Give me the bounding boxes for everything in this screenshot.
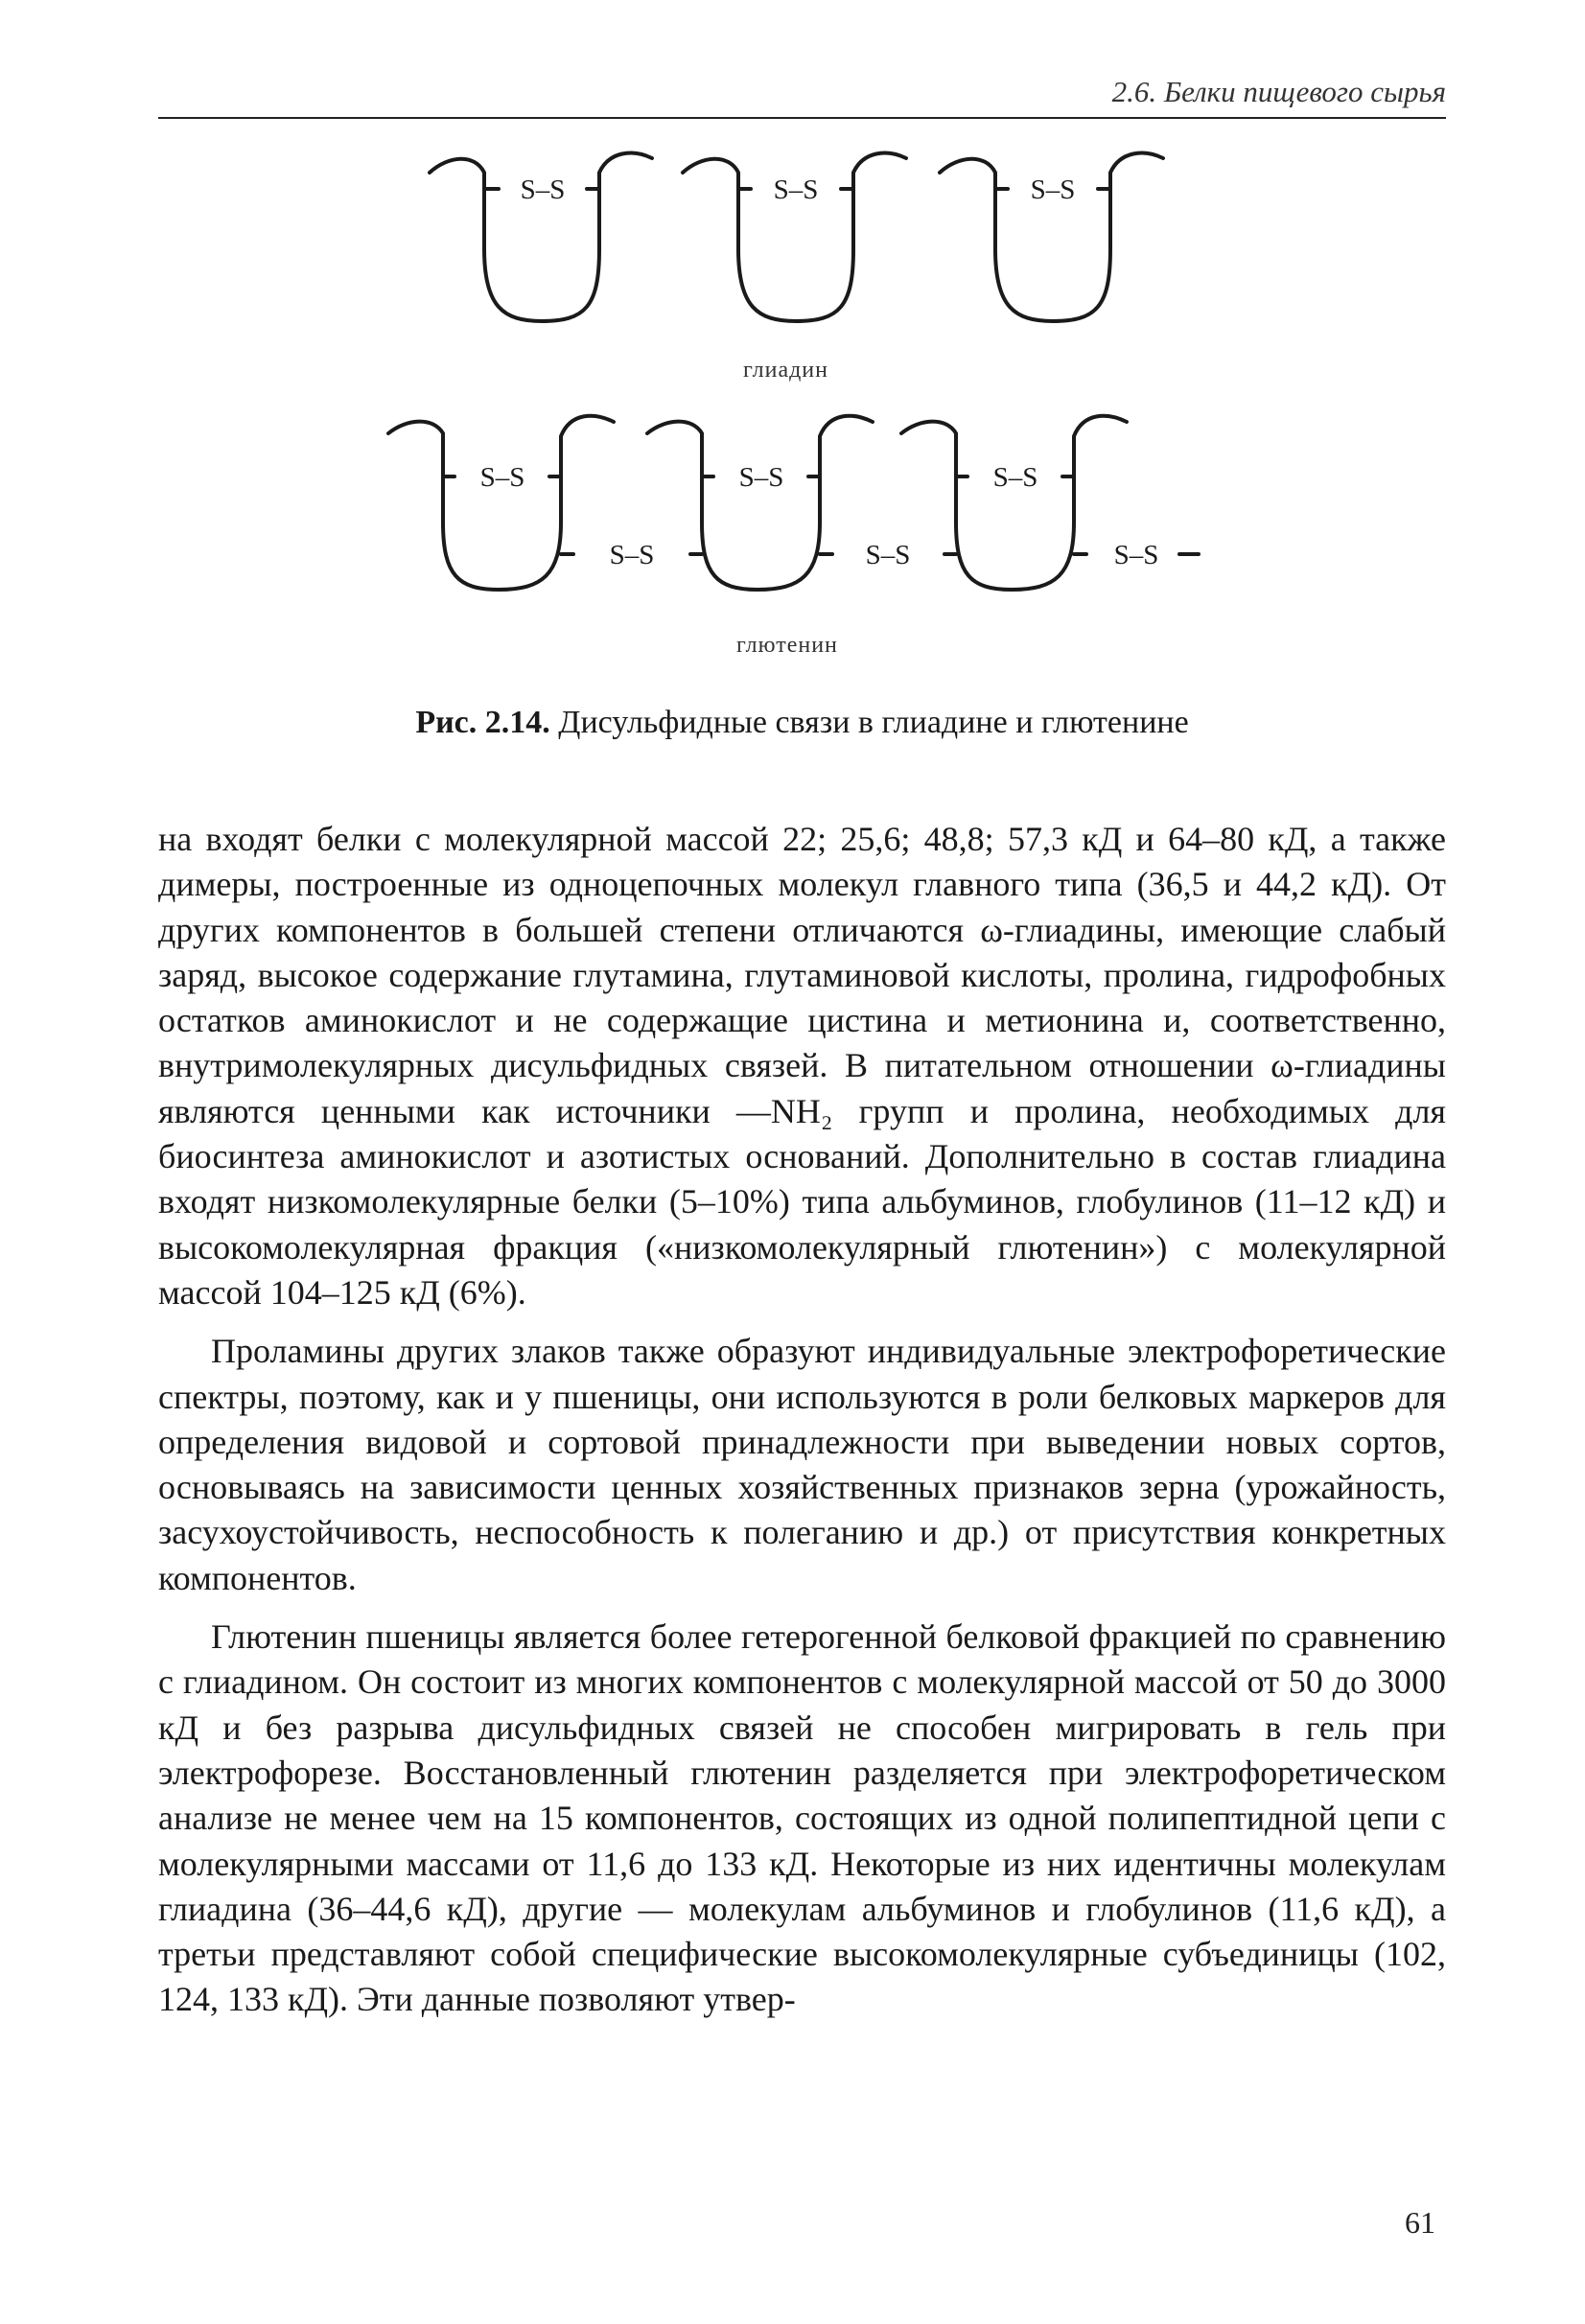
- paragraph-2: Проламины других злаков также образуют индивидуальные электрофоретические спектры, поэтому, как и у пшеницы, они используются в роли белковых маркеров для определения видовой и сортовой принадлежности при выведении новых сортов, основываясь на зависимости ценных хозяйственных признаков зерна (урожайность, засухоустойчивость, неспособность к полеганию и др.) от присутствия конкретных компонентов.: [158, 1332, 1446, 1597]
- paragraph-3: Глютенин пшеницы является более гетерогенной белковой фракцией по сравнению с глиадином. Он состоит из многих компонентов с молекулярной массой от 50 до 3000 кД и без разрыва дисульфидных связей не способен мигрировать в гель при электрофорезе. Восстановленный глютенин разделяется при электрофоретическом анализе не менее чем на 15 компонентов, состоящих из одной полипептидной цепи с молекулярными массами от 11,6 до 133 кД. Некоторые из них идентичны молекулам глиадина (36–44,6 кД), другие — молекулам альбуминов и глобулинов (11,6 кД), а третьи представляют собой специфические высокомолекулярные субъединицы (102, 124, 133 кД). Эти данные позволяют утвер-: [158, 1617, 1446, 2019]
- glutenin-bond-label-lower-1: S–S: [609, 540, 655, 570]
- glutenin-bond-label-lower-2: S–S: [865, 540, 911, 570]
- disulfide-diagram: [0, 0, 1585, 690]
- figure-caption: [158, 705, 1446, 741]
- glutenin-bond-label-upper-1: S–S: [479, 462, 525, 493]
- glutenin-label: глютенин: [736, 633, 838, 658]
- figure-caption-number: Рис. 2.14.: [415, 705, 550, 740]
- gliadin-label: глиадин: [743, 358, 828, 383]
- body-text: [158, 817, 1446, 2023]
- gliadin-bond-label-3: S–S: [1030, 174, 1076, 205]
- glutenin-bond-label-upper-3: S–S: [992, 462, 1038, 493]
- glutenin-bond-label-lower-3: S–S: [1113, 540, 1159, 570]
- running-title: 2.6. Белки пищевого сырья: [1111, 75, 1446, 108]
- gliadin-bond-label-2: S–S: [773, 174, 819, 205]
- paragraph-1: на входят белки с молекулярной массой 22; 25,6; 48,8; 57,3 кД и 64–80 кД, а также димеры, построенные из одноцепочных молекул главного типа (36,5 и 44,2 кД). От других компонентов в большей степени отличаются ω-глиадины, имеющие слабый заряд, высокое содержание глутамина, глутаминовой кислоты, пролина, гидрофобных остатков аминокислот и не содержащие цистина и метионина и, соответственно, внутримолекулярных дисульфидных связей. В питательном отношении ω-глиадины являются ценными как источники —NH₂ групп и пролина, необходимых для биосинтеза аминокислот и азотистых оснований. Дополнительно в состав глиадина входят низкомолекулярные белки (5–10%) типа альбуминов, глобулинов (11–12 кД) и высокомолекулярная фракция («низкомолекулярный глютенин») с молекулярной массой 104–125 кД (6%).: [158, 820, 1446, 1312]
- page-number: 61: [1405, 2205, 1435, 2240]
- glutenin-bond-label-upper-2: S–S: [738, 462, 784, 493]
- gliadin-bond-label-1: S–S: [520, 174, 566, 205]
- glutenin-chain: [388, 416, 1127, 590]
- figure-caption-text: Дисульфидные связи в глиадине и глютенине: [549, 705, 1189, 740]
